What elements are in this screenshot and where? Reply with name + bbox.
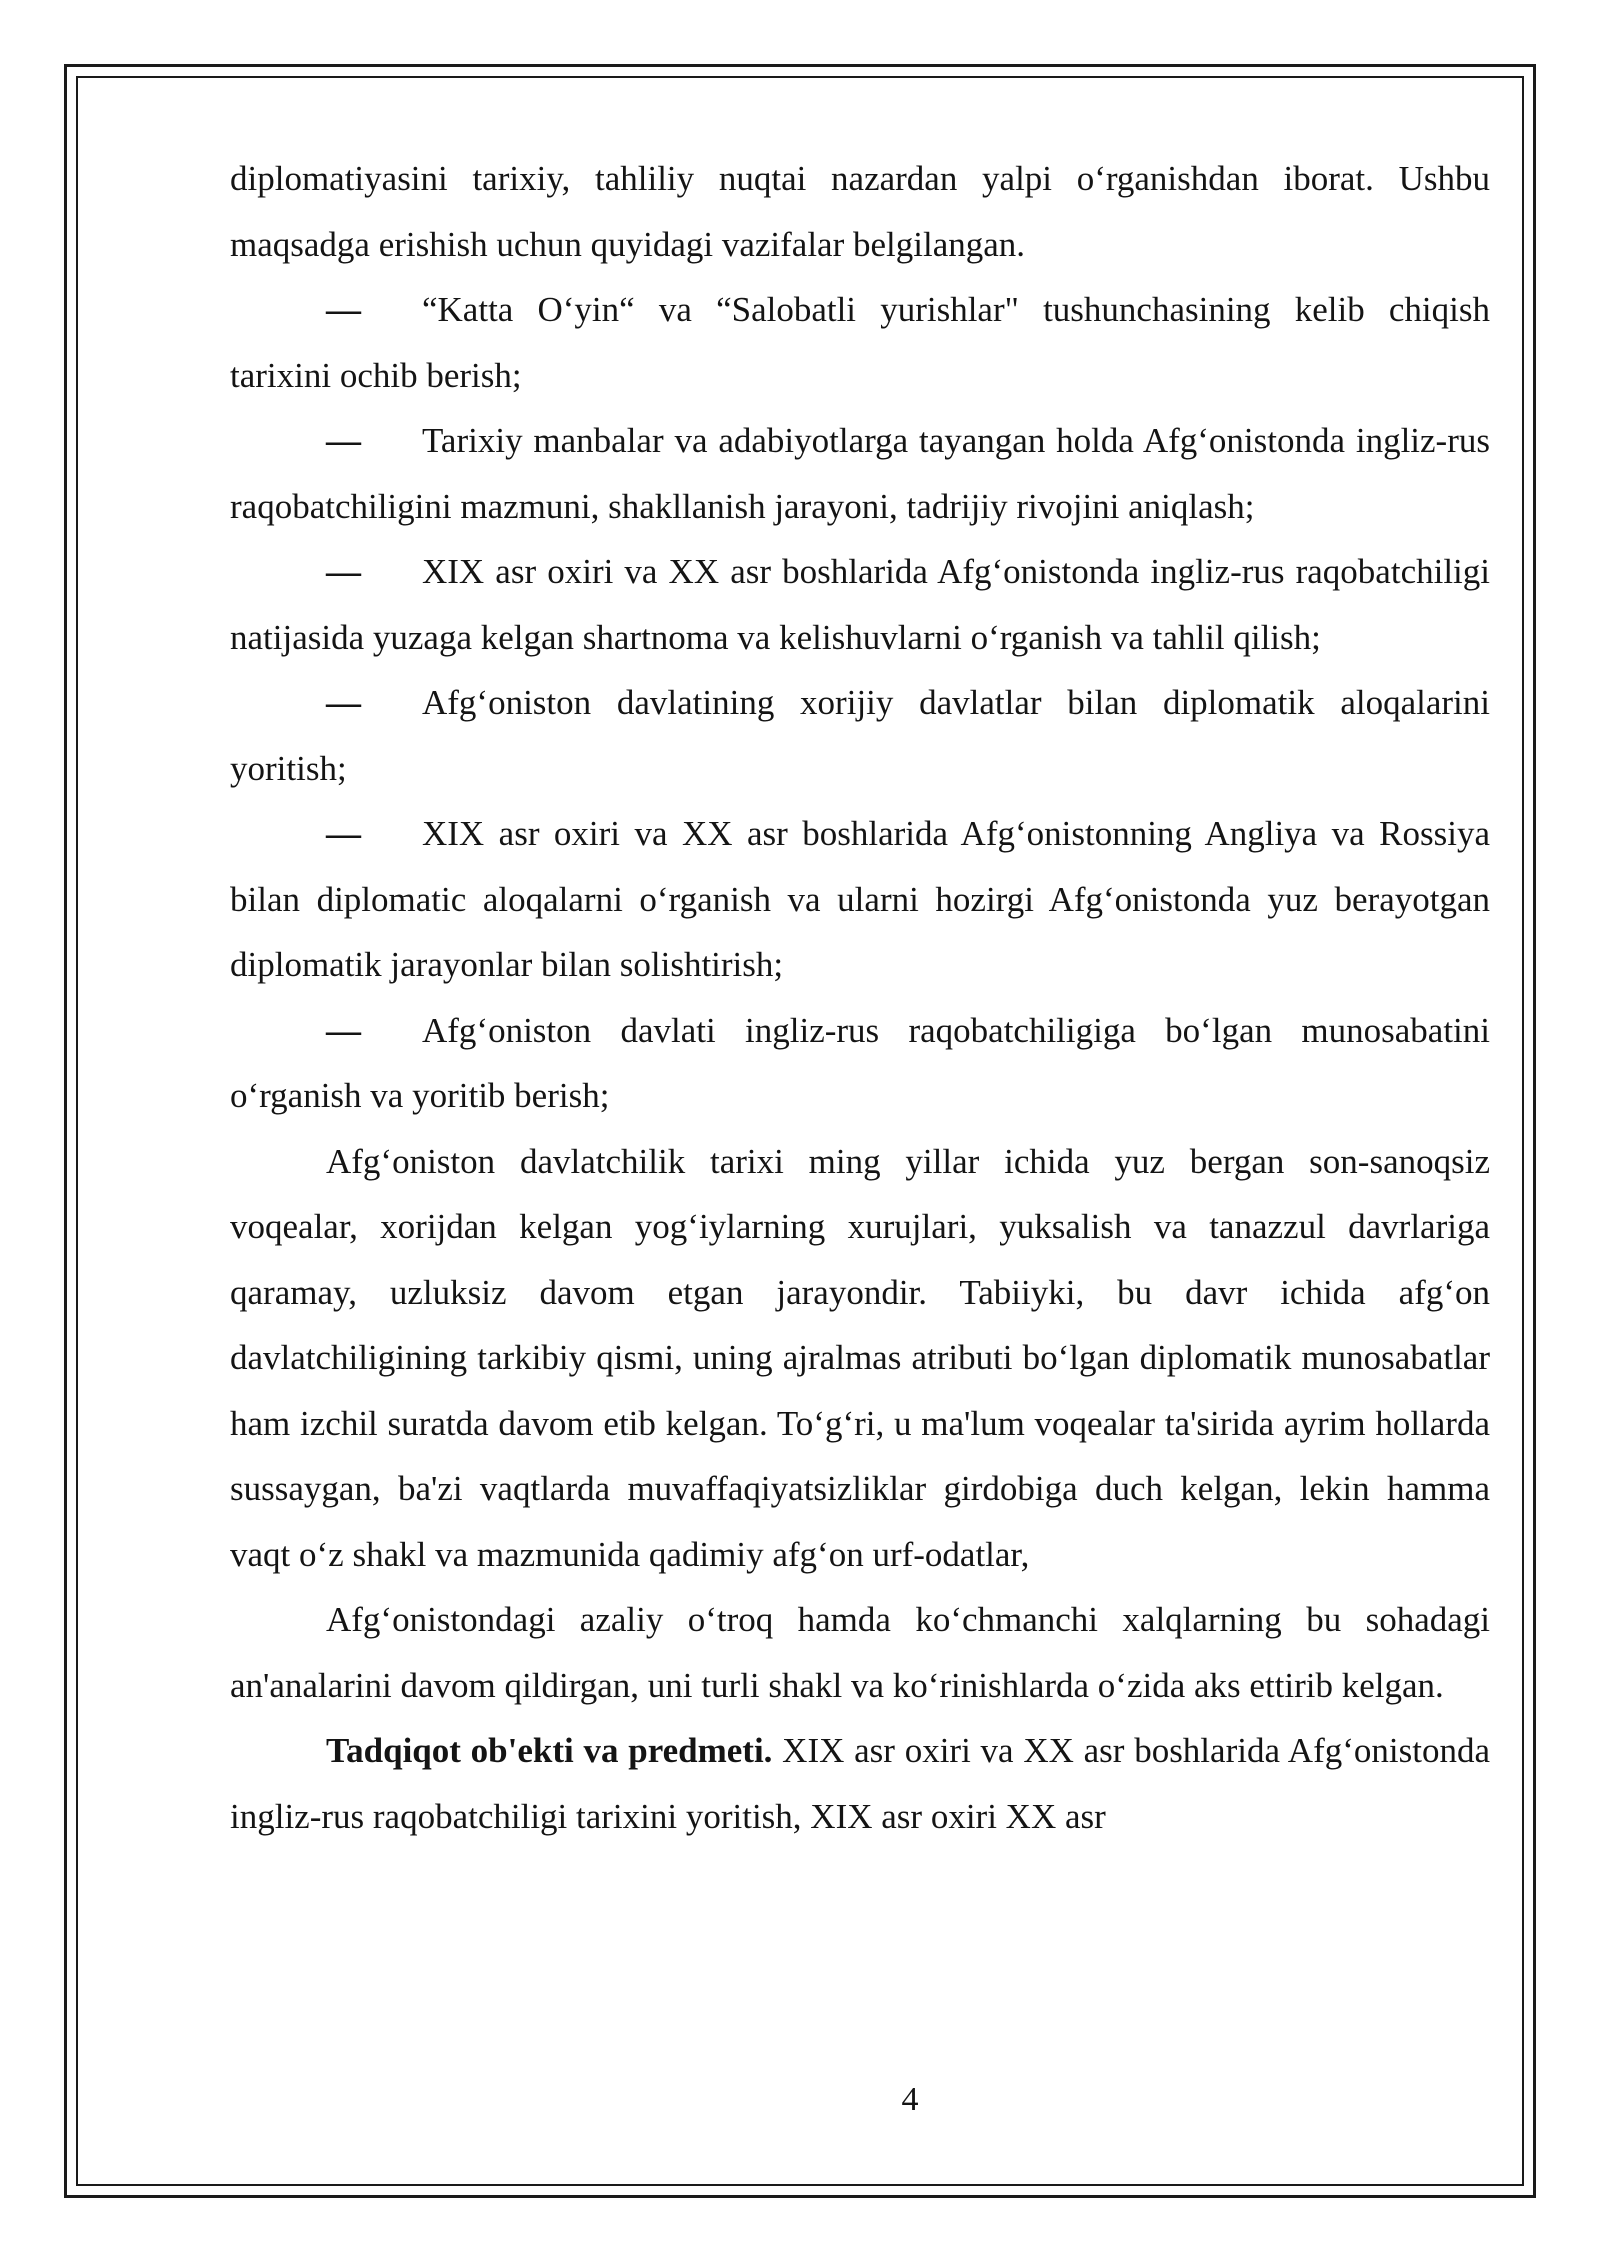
- task-item: [230, 277, 1490, 408]
- dash-marker: —: [326, 290, 361, 329]
- dash-marker: —: [326, 552, 361, 591]
- page-number: 4: [901, 2081, 919, 2118]
- task-item: [230, 408, 1490, 539]
- task-text: XIX asr oxiri va XX asr boshlarida Afg‘onistonning Angliya va Rossiya bilan diplomatic aloqalarni o‘rganish va ularni hozirgi Afg‘onistonda yuz berayotgan diplomatik jarayonlar bilan solishtirish;: [230, 814, 1490, 984]
- dash-marker: —: [326, 1010, 361, 1050]
- section-heading-inline: Tadqiqot ob'ekti va predmeti.: [326, 1731, 773, 1770]
- page-body: [230, 146, 1490, 1849]
- task-item: [230, 539, 1490, 670]
- task-item: [230, 670, 1490, 801]
- dash-marker: —: [326, 421, 361, 460]
- task-text: Afg‘oniston davlatining xorijiy davlatlar bilan diplomatik aloqalarini yoritish;: [230, 683, 1490, 788]
- task-text: XIX asr oxiri va XX asr boshlarida Afg‘onistonda ingliz-rus raqobatchiligi natijasida yuzaga kelgan shartnoma va kelishuvlarni o‘rganish va tahlil qilish;: [230, 552, 1490, 657]
- body-paragraph-statehood: Afg‘oniston davlatchilik tarixi ming yillar ichida yuz bergan son-sanoqsiz voqealar, xorijdan kelgan yog‘iylarning xurujlari, yuksalish va tanazzul davrlariga qaramay, uzluksiz davom etgan jarayondir. Tabiiyki, bu davr ichida afg‘on davlatchiligining tarkibiy qismi, uning ajralmas atributi bo‘lgan diplomatik munosabatlar ham izchil suratda davom etib kelgan. To‘g‘ri, u ma'lum voqealar ta'sirida ayrim hollarda sussaygan, ba'zi vaqtlarda muvaffaqiyatsizliklar girdobiga duch kelgan, lekin hamma vaqt o‘z shakl va mazmunida qadimiy afg‘on urf-odatlar,: [230, 1141, 1490, 1574]
- dash-marker: —: [326, 683, 361, 722]
- task-item: [230, 801, 1490, 998]
- task-text: “Katta O‘yin“ va “Salobatli yurishlar" tushunchasining kelib chiqish tarixini ochib berish;: [230, 290, 1490, 395]
- task-text: Afg‘oniston davlati ingliz-rus raqobatchiligiga bo‘lgan munosabatini o‘rganish va yoritib berish;: [230, 1010, 1490, 1115]
- dash-marker: —: [326, 814, 361, 853]
- task-text: Tarixiy manbalar va adabiyotlarga tayangan holda Afg‘onistonda ingliz-rus raqobatchiligini mazmuni, shakllanish jarayoni, tadrijiy rivojini aniqlash;: [230, 421, 1490, 526]
- task-item: [230, 998, 1490, 1129]
- body-paragraph-research-object: [230, 1718, 1490, 1849]
- body-paragraph-traditions: Afg‘onistondagi azaliy o‘troq hamda ko‘chmanchi xalqlarning bu sohadagi an'analarini davom qildirgan, uni turli shakl va ko‘rinishlarda o‘zida aks ettirib kelgan.: [230, 1600, 1490, 1705]
- section-text: XIX asr oxiri va XX asr boshlarida Afg‘onistonda ingliz-rus raqobatchiligi tarixini yoritish, XIX asr oxiri XX asr: [230, 1731, 1490, 1836]
- intro-paragraph: diplomatiyasini tarixiy, tahliliy nuqtai nazardan yalpi o‘rganishdan iborat. Ushbu maqsadga erishish uchun quyidagi vazifalar belgilangan.: [230, 159, 1490, 264]
